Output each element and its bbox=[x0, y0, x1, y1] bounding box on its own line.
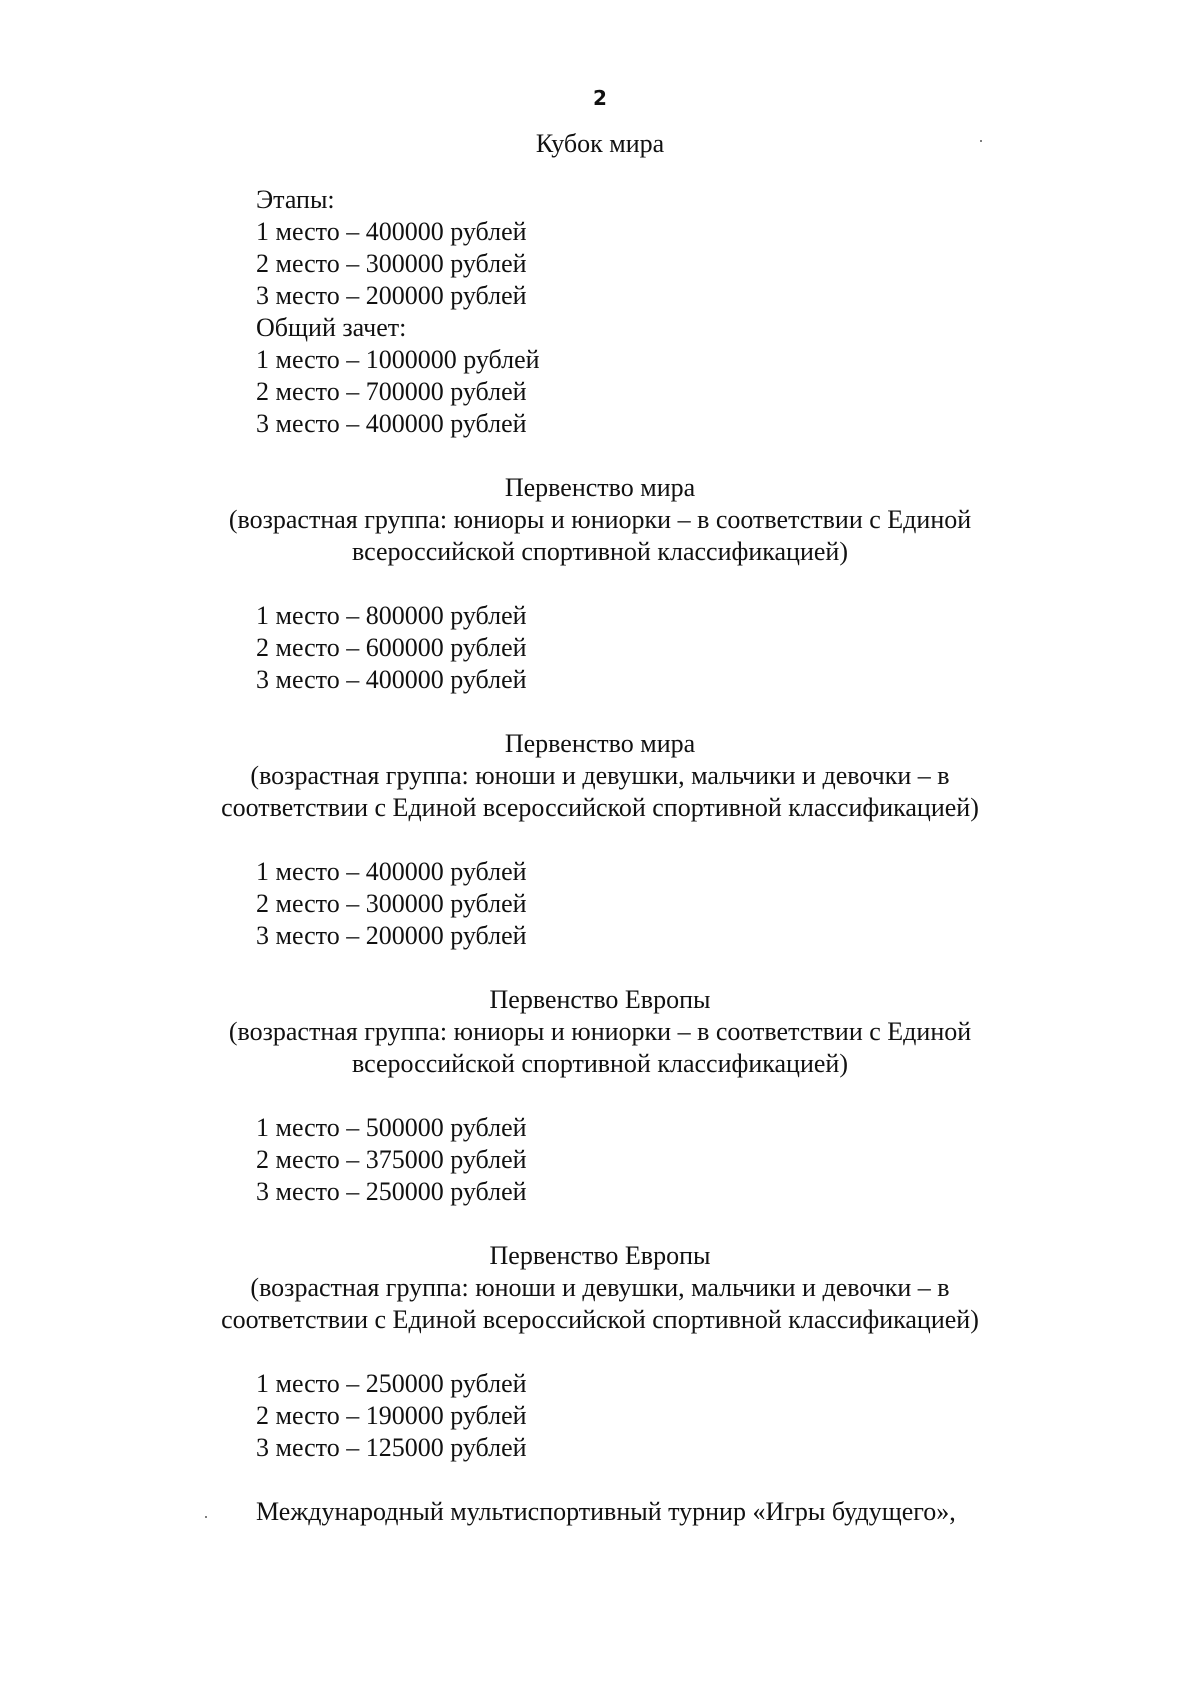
page-number: 2 bbox=[593, 86, 607, 110]
section-subtitle: соответствии с Единой всероссийской спортивной классификацией) bbox=[221, 1305, 979, 1334]
prize-line: 2 место – 300000 рублей bbox=[256, 889, 527, 918]
prize-line: 3 место – 250000 рублей bbox=[256, 1177, 527, 1206]
prize-line: 1 место – 250000 рублей bbox=[256, 1369, 527, 1398]
prize-line: 3 место – 125000 рублей bbox=[256, 1433, 527, 1462]
prize-line: 2 место – 300000 рублей bbox=[256, 249, 527, 278]
prize-line: 3 место – 200000 рублей bbox=[256, 281, 527, 310]
prize-line: 1 место – 500000 рублей bbox=[256, 1113, 527, 1142]
section-title-europe-junior: Первенство Европы bbox=[489, 985, 711, 1014]
overall-label: Общий зачет: bbox=[256, 313, 407, 342]
section-subtitle: (возрастная группа: юниоры и юниорки – в соответствии с Единой bbox=[228, 1017, 972, 1046]
section-subtitle: (возрастная группа: юниоры и юниорки – в соответствии с Единой bbox=[228, 505, 972, 534]
prize-line: 2 место – 190000 рублей bbox=[256, 1401, 527, 1430]
prize-line: 3 место – 400000 рублей bbox=[256, 665, 527, 694]
scan-speck bbox=[980, 140, 982, 142]
section-title-world-youth: Первенство мира bbox=[504, 729, 696, 758]
prize-line: 3 место – 400000 рублей bbox=[256, 409, 527, 438]
prize-line: 2 место – 600000 рублей bbox=[256, 633, 527, 662]
section-subtitle: (возрастная группа: юноши и девушки, мальчики и девочки – в bbox=[250, 1273, 950, 1302]
prize-line: 1 место – 800000 рублей bbox=[256, 601, 527, 630]
section-subtitle: всероссийской спортивной классификацией) bbox=[352, 537, 848, 566]
prize-line: 1 место – 400000 рублей bbox=[256, 217, 527, 246]
section-subtitle: всероссийской спортивной классификацией) bbox=[352, 1049, 848, 1078]
prize-line: 2 место – 700000 рублей bbox=[256, 377, 527, 406]
section-subtitle: (возрастная группа: юноши и девушки, мальчики и девочки – в bbox=[250, 761, 950, 790]
scan-speck bbox=[205, 1516, 207, 1518]
prize-line: 1 место – 1000000 рублей bbox=[256, 345, 540, 374]
stages-label: Этапы: bbox=[256, 185, 335, 214]
section-subtitle: соответствии с Единой всероссийской спортивной классификацией) bbox=[221, 793, 979, 822]
section-title-europe-youth: Первенство Европы bbox=[489, 1241, 711, 1270]
prize-line: 2 место – 375000 рублей bbox=[256, 1145, 527, 1174]
section-intro-games-of-future: Международный мультиспортивный турнир «Игры будущего», bbox=[256, 1497, 956, 1526]
prize-line: 1 место – 400000 рублей bbox=[256, 857, 527, 886]
section-title-world-junior: Первенство мира bbox=[504, 473, 696, 502]
section-title-world-cup: Кубок мира bbox=[535, 129, 665, 158]
prize-line: 3 место – 200000 рублей bbox=[256, 921, 527, 950]
